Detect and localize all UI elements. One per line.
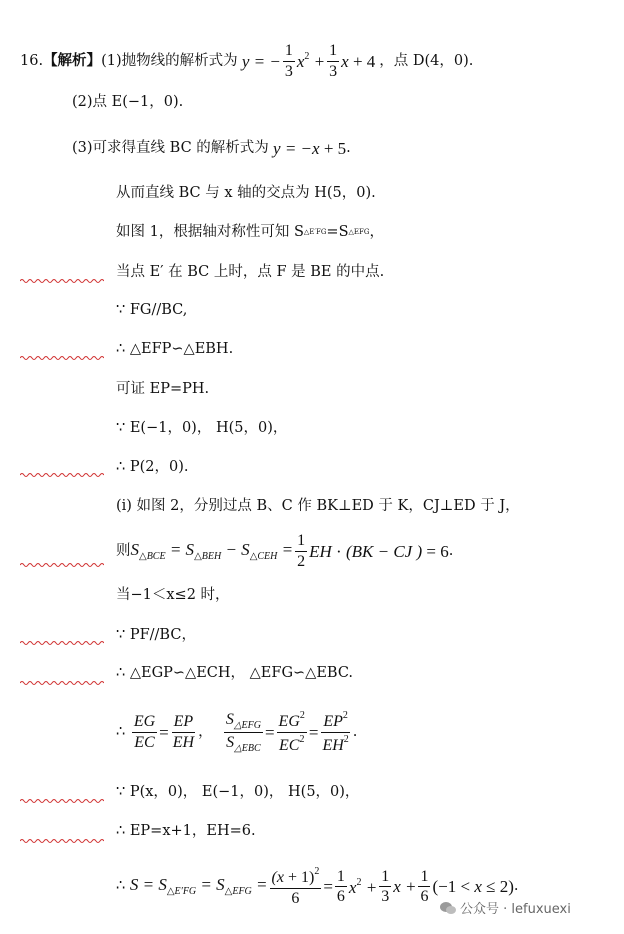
solution-line-9: 可证 EP=PH.	[116, 381, 210, 397]
parabola-formula: y = −	[237, 51, 281, 71]
solution-line-18: ∵ P(x，0)， E(−1，0)， H(5，0)，	[116, 784, 360, 800]
solution-line-1: 16. 【解析】 (1)抛物线的解析式为 y = − $\frac{1}{3}$ $x^2$ + $\frac{1}{3}$ x + 4 ，点 D(4，0).	[20, 42, 474, 80]
squiggle-underline	[20, 798, 104, 804]
squiggle-underline	[20, 838, 104, 844]
solution-line-17: ∴ $\frac{EG}{EC}$ = $\frac{EP}{EH}$ ， $\frac{S_{\triangle EFG}}{S_{\triangle EBC}}$ = $\frac{EG^2}{EC^2}$ = $\frac{EP^2}{EH^2}$ .	[116, 710, 358, 754]
solution-line-14: 当−1＜x≤2 时，	[116, 587, 230, 603]
solution-line-6: 当点 E′ 在 BC 上时，点 F 是 BE 的中点.	[116, 264, 385, 280]
solution-line-4: 从而直线 BC 与 x 轴的交点为 H(5，0).	[116, 185, 376, 201]
solution-line-20: ∴ $S = S_{\triangle E'FG} = S_{\triangle EFG}$ = $\frac{(x + 1)^2}{6}$ = $\frac{1}{6}$ $x^2$ + $\frac{1}{3}$ x + $\frac{1}{6}$ (−1 < x ≤ 2) .	[116, 866, 519, 907]
squiggle-underline	[20, 355, 104, 361]
solution-line-16: ∴ △EGP∽△ECH， △EFG∽△EBC.	[116, 665, 354, 681]
squiggle-underline	[20, 640, 104, 646]
solution-line-2: (2)点 E(−1，0).	[72, 94, 184, 110]
solution-line-19: ∴ EP=x+1，EH=6.	[116, 823, 256, 839]
line-bc-formula: y = −x + 5	[268, 139, 347, 158]
solution-line-15: ∵ PF//BC，	[116, 627, 196, 643]
solution-line-5: 如图 1，根据轴对称性可知 S △E′FG =S △EFG ，	[116, 224, 384, 240]
area-formula: $S_{\triangle BCE} = S_{\triangle BEH} - S_{\triangle CEH}$ =	[130, 539, 294, 562]
solution-line-8: ∴ △EFP∽△EBH.	[116, 341, 234, 357]
squiggle-underline	[20, 278, 104, 284]
watermark: 公众号 · lefuxuexi	[440, 898, 571, 917]
solution-line-10: ∵ E(−1，0)， H(5，0)，	[116, 420, 288, 436]
solution-line-13: 则 $S_{\triangle BCE} = S_{\triangle BEH} - S_{\triangle CEH}$ = $\frac{1}{2}$ EH · (BK − CJ ) = 6 .	[116, 532, 454, 570]
squiggle-underline	[20, 562, 104, 568]
solution-line-3: (3)可求得直线 BC 的解析式为 y = −x + 5 .	[72, 139, 351, 158]
solution-line-7: ∵ FG//BC,	[116, 302, 188, 318]
squiggle-underline	[20, 472, 104, 478]
solution-line-11: ∴ P(2，0).	[116, 459, 189, 475]
squiggle-underline	[20, 680, 104, 686]
wechat-icon	[440, 901, 456, 915]
solution-line-12: (i) 如图 2，分别过点 B、C 作 BK⊥ED 于 K，CJ⊥ED 于 J，	[116, 498, 520, 514]
